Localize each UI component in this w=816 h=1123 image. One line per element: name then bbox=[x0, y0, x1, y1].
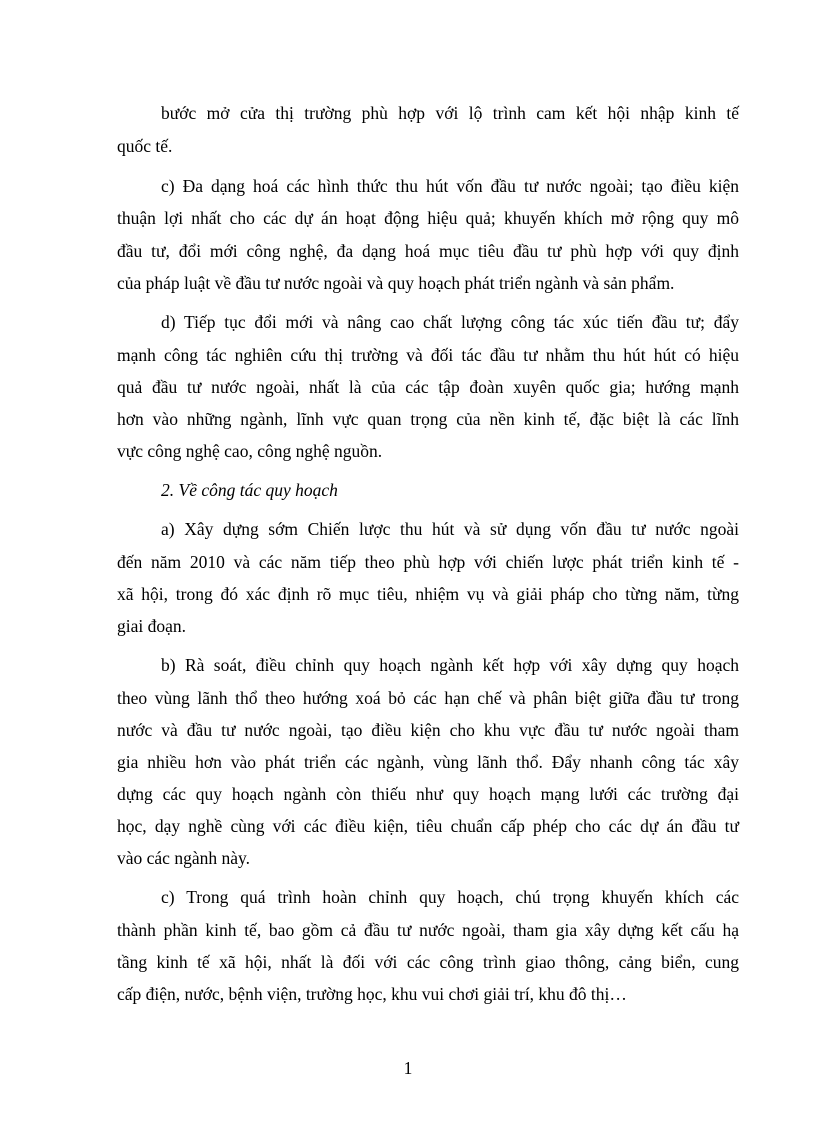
paragraph-line: tầng kinh tế xã hội, nhất là đối với các công trình giao thông, cảng biển, cung bbox=[117, 952, 739, 972]
paragraph-line: của pháp luật về đầu tư nước ngoài và quy hoạch phát triển ngành và sản phẩm. bbox=[117, 273, 675, 293]
paragraph-line: thuận lợi nhất cho các dự án hoạt động hiệu quả; khuyến khích mở rộng quy mô bbox=[117, 208, 739, 228]
paragraph-line: theo vùng lãnh thổ theo hướng xoá bỏ các hạn chế và phân biệt giữa đầu tư trong bbox=[117, 688, 739, 708]
paragraph-line: c) Đa dạng hoá các hình thức thu hút vốn đầu tư nước ngoài; tạo điều kiện bbox=[161, 176, 739, 196]
paragraph-line: quả đầu tư nước ngoài, nhất là của các tập đoàn xuyên quốc gia; hướng mạnh bbox=[117, 377, 739, 397]
paragraph-line: đến năm 2010 và các năm tiếp theo phù hợp với chiến lược phát triển kinh tế - bbox=[117, 552, 739, 572]
paragraph-line: học, dạy nghề cùng với các điều kiện, tiêu chuẩn cấp phép cho các dự án đầu tư bbox=[117, 816, 739, 836]
paragraph-line: quốc tế. bbox=[117, 136, 173, 156]
paragraph-line: nước và đầu tư nước ngoài, tạo điều kiện cho khu vực đầu tư nước ngoài tham bbox=[117, 720, 739, 740]
paragraph-line: c) Trong quá trình hoàn chỉnh quy hoạch, chú trọng khuyến khích các bbox=[161, 887, 739, 907]
paragraph-line: a) Xây dựng sớm Chiến lược thu hút và sử dụng vốn đầu tư nước ngoài bbox=[161, 519, 739, 539]
paragraph-line: vào các ngành này. bbox=[117, 848, 250, 868]
paragraph-line: d) Tiếp tục đổi mới và nâng cao chất lượng công tác xúc tiến đầu tư; đẩy bbox=[161, 312, 739, 332]
paragraph-line: thành phần kinh tế, bao gồm cả đầu tư nước ngoài, tham gia xây dựng kết cấu hạ bbox=[117, 920, 739, 940]
paragraph-line: giai đoạn. bbox=[117, 616, 187, 636]
page-number: 1 bbox=[403, 1058, 413, 1078]
paragraph-line: đầu tư, đổi mới công nghệ, đa dạng hoá mục tiêu đầu tư phù hợp với quy định bbox=[117, 241, 739, 261]
paragraph-line: cấp điện, nước, bệnh viện, trường học, khu vui chơi giải trí, khu đô thị… bbox=[117, 984, 627, 1004]
paragraph-line: gia nhiều hơn vào phát triển các ngành, vùng lãnh thổ. Đẩy nhanh công tác xây bbox=[117, 752, 739, 772]
section-heading: 2. Về công tác quy hoạch bbox=[161, 480, 338, 500]
paragraph-line: dựng các quy hoạch ngành còn thiếu như quy hoạch mạng lưới các trường đại bbox=[117, 784, 739, 804]
paragraph-line: bước mở cửa thị trường phù hợp với lộ trình cam kết hội nhập kinh tế bbox=[161, 103, 739, 123]
paragraph-line: xã hội, trong đó xác định rõ mục tiêu, nhiệm vụ và giải pháp cho từng năm, từng bbox=[117, 584, 739, 604]
paragraph-line: b) Rà soát, điều chỉnh quy hoạch ngành kết hợp với xây dựng quy hoạch bbox=[161, 655, 739, 675]
paragraph-line: mạnh công tác nghiên cứu thị trường và đối tác đầu tư nhằm thu hút hút có hiệu bbox=[117, 345, 739, 365]
paragraph-line: hơn vào những ngành, lĩnh vực quan trọng của nền kinh tế, đặc biệt là các lĩnh bbox=[117, 409, 739, 429]
paragraph-line: vực công nghệ cao, công nghệ nguồn. bbox=[117, 441, 383, 461]
